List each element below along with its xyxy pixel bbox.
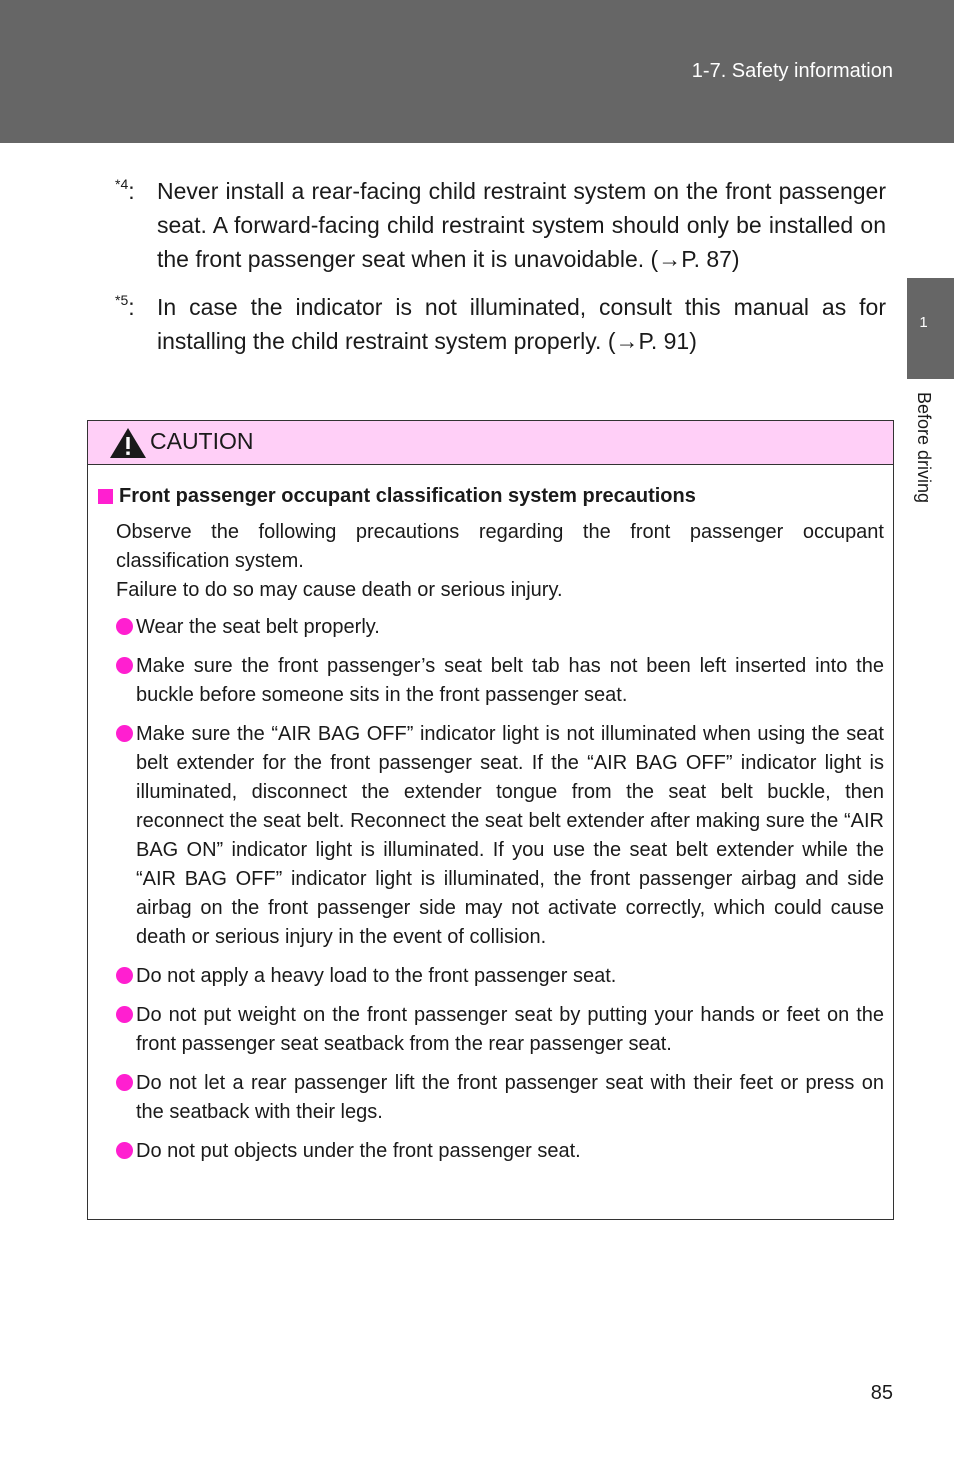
list-item-text: Do not put weight on the front passenger seat by putting your hands or feet on the front passenger seat seatback from the rear passenger seat. [136,1004,884,1055]
precaution-list [96,613,884,1166]
circle-bullet-icon [116,1006,133,1023]
footnote-text: In case the indicator is not illuminated, consult this manual as for installing the child restraint system properly. (→P. 91) [157,294,886,354]
subheading-text: Front passenger occupant classification system precautions [119,485,696,507]
list-item-text: Do not put objects under the front passenger seat. [136,1140,581,1162]
list-item [116,962,884,991]
footnotes [115,174,886,372]
footnote-mark: $^{*5}$: [115,292,135,320]
circle-bullet-icon [116,967,133,984]
intro-line: Failure to do so may cause death or serious injury. [116,579,563,601]
chapter-label: Before driving [914,392,934,504]
caution-intro [96,518,884,605]
footnote-text: Never install a rear-facing child restraint system on the front passenger seat. A forward-facing child restraint system should only be installed on the front passenger seat when it is unavoidable. (→P. 87) [157,178,886,272]
circle-bullet-icon [116,1142,133,1159]
list-item-text: Make sure the front passenger’s seat belt tab has not been left inserted into the buckle before someone sits in the front passenger seat. [136,655,884,706]
list-item [116,720,884,952]
chapter-tab [907,278,954,379]
chapter-number: 1 [919,314,928,331]
list-item-text: Wear the seat belt properly. [136,616,380,638]
footnote-mark: $^{*4}$: [115,176,135,204]
list-item-text: Do not apply a heavy load to the front passenger seat. [136,965,617,987]
circle-bullet-icon [116,1074,133,1091]
caution-subheading [96,482,884,510]
list-item-text: Make sure the “AIR BAG OFF” indicator light is not illuminated when using the seat belt extender for the front passenger seat. If the “AIR BAG OFF” indicator light is illuminated, disconnect the extender tongue from the seat belt buckle, then reconnect the seat belt. Reconnect the seat belt extender after making sure the “AIR BAG ON” indicator light is illuminated. If you use the seat belt extender while the “AIR BAG OFF” indicator light is illuminated, the front passenger airbag and side airbag on the front passenger side may not activate correctly, which could cause death or serious injury in the event of collision. [136,723,884,948]
list-item [116,1069,884,1127]
list-item [116,1137,884,1166]
circle-bullet-icon [116,618,133,635]
footnote [115,174,886,276]
list-item-text: Do not let a rear passenger lift the front passenger seat with their feet or press on the seatback with their legs. [136,1072,884,1123]
caution-title: CAUTION [150,428,254,454]
caution-box [87,420,894,1220]
list-item [116,1001,884,1059]
circle-bullet-icon [116,657,133,674]
square-bullet-icon [98,489,113,504]
warning-triangle-icon [109,427,147,459]
intro-line: Observe the following precautions regarding the front passenger occupant classification system. [116,521,884,572]
section-title: 1-7. Safety information [691,60,893,82]
page-header [0,0,954,143]
list-item [116,613,884,642]
list-item [116,652,884,710]
caution-header [88,421,893,465]
caution-body [96,482,884,1176]
page-number: 85 [870,1382,893,1404]
footnote [115,290,886,358]
circle-bullet-icon [116,725,133,742]
